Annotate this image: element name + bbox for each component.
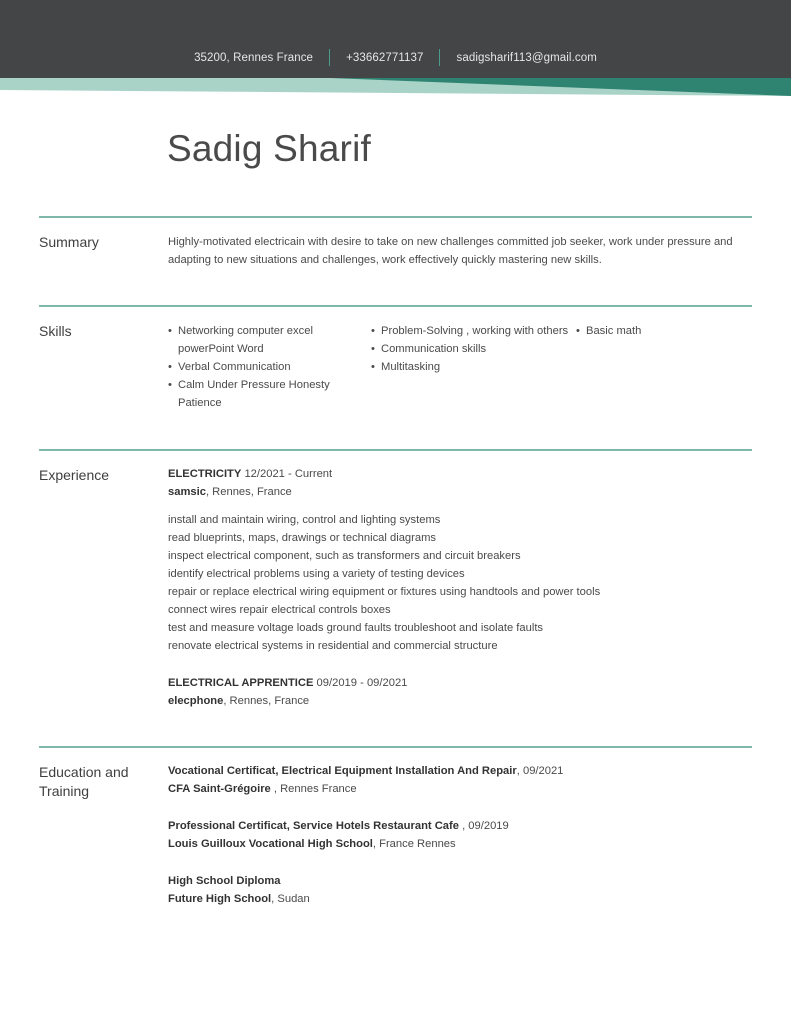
- education-degree: Professional Certificat, Service Hotels Restaurant Cafe: [168, 820, 459, 832]
- job-location: , Rennes, France: [223, 695, 310, 707]
- skill-item: • Verbal Communication: [168, 358, 371, 376]
- education-location: , Sudan: [271, 893, 310, 905]
- address-text: 35200, Rennes France: [194, 51, 314, 64]
- education-degree-line: [168, 872, 752, 890]
- phone-text: +33662771137: [346, 51, 424, 64]
- skills-heading: Skills: [39, 323, 72, 339]
- education-degree-line: [168, 762, 752, 780]
- job-company: samsic: [168, 486, 206, 498]
- experience-heading: Experience: [39, 467, 110, 483]
- job-duty: test and measure voltage loads ground faults troubleshoot and isolate faults: [168, 622, 544, 634]
- education-school-line: [168, 835, 752, 853]
- skills-column: [168, 322, 371, 412]
- education-school-line: [168, 890, 752, 908]
- section-divider: [39, 449, 752, 451]
- education-heading: Education and Training: [39, 764, 129, 799]
- section-divider: [39, 216, 752, 218]
- job-company: elecphone: [168, 695, 224, 707]
- skill-item: • Networking computer excel powerPoint Word: [168, 322, 371, 358]
- skills-column: [371, 322, 576, 412]
- education-degree-line: [168, 817, 752, 835]
- summary-text: Highly-motivated electricain with desire to take on new challenges committed job seeker, work under pressure and adapting to new situations and challenges, work effectively quickly mastering new skills.: [168, 236, 733, 266]
- email-text: sadigsharif113@gmail.com: [456, 51, 597, 64]
- job-dates: 12/2021 - Current: [241, 468, 333, 480]
- job-duty: renovate electrical systems in residential and commercial structure: [168, 640, 498, 652]
- skill-item: • Multitasking: [371, 358, 576, 376]
- skill-item: • Problem-Solving , working with others: [371, 322, 576, 340]
- section-divider: [39, 305, 752, 307]
- skills-list: [168, 322, 746, 412]
- job-title-line: [168, 674, 752, 692]
- education-school: Future High School: [168, 893, 272, 905]
- spacer: [168, 853, 752, 872]
- education-school: Louis Guilloux Vocational High School: [168, 838, 373, 850]
- education-content: [168, 762, 752, 908]
- education-location: , Rennes France: [270, 783, 357, 795]
- education-location: , France Rennes: [372, 838, 456, 850]
- job-location: , Rennes, France: [205, 486, 292, 498]
- education-degree: High School Diploma: [168, 875, 281, 887]
- education-school-line: [168, 780, 752, 798]
- skill-item: • Communication skills: [371, 340, 576, 358]
- header-bar: [0, 0, 791, 78]
- accent-band: [0, 76, 791, 98]
- job-duty: read blueprints, maps, drawings or technical diagrams: [168, 532, 437, 544]
- education-school: CFA Saint-Grégoire: [168, 783, 271, 795]
- job-role: ELECTRICITY: [168, 468, 242, 480]
- job-duty: identify electrical problems using a variety of testing devices: [168, 568, 465, 580]
- section-divider: [39, 746, 752, 748]
- job-dates: 09/2019 - 09/2021: [313, 677, 408, 689]
- job-duty: install and maintain wiring, control and lighting systems: [168, 514, 441, 526]
- job-duty: connect wires repair electrical controls boxes: [168, 604, 391, 616]
- job-duty: repair or replace electrical wiring equipment or fixtures using handtools and power tools: [168, 586, 601, 598]
- skill-item: • Basic math: [576, 322, 746, 340]
- job-company-line: [168, 692, 752, 710]
- spacer: [168, 798, 752, 817]
- job-title-line: [168, 465, 752, 483]
- education-date: , 09/2021: [516, 765, 564, 777]
- job-duty: inspect electrical component, such as transformers and circuit breakers: [168, 550, 521, 562]
- contact-info: [0, 49, 791, 66]
- candidate-name: Sadig Sharif: [167, 128, 371, 169]
- job-company-line: [168, 483, 752, 501]
- skill-item: • Calm Under Pressure Honesty Patience: [168, 376, 371, 412]
- summary-heading: Summary: [39, 234, 99, 250]
- skills-column: [576, 322, 746, 412]
- education-degree: Vocational Certificat, Electrical Equipment Installation And Repair: [168, 765, 517, 777]
- job-role: ELECTRICAL APPRENTICE: [168, 677, 314, 689]
- education-date: , 09/2019: [458, 820, 509, 832]
- spacer: [168, 501, 752, 511]
- experience-content: [168, 465, 752, 710]
- spacer: [168, 655, 752, 674]
